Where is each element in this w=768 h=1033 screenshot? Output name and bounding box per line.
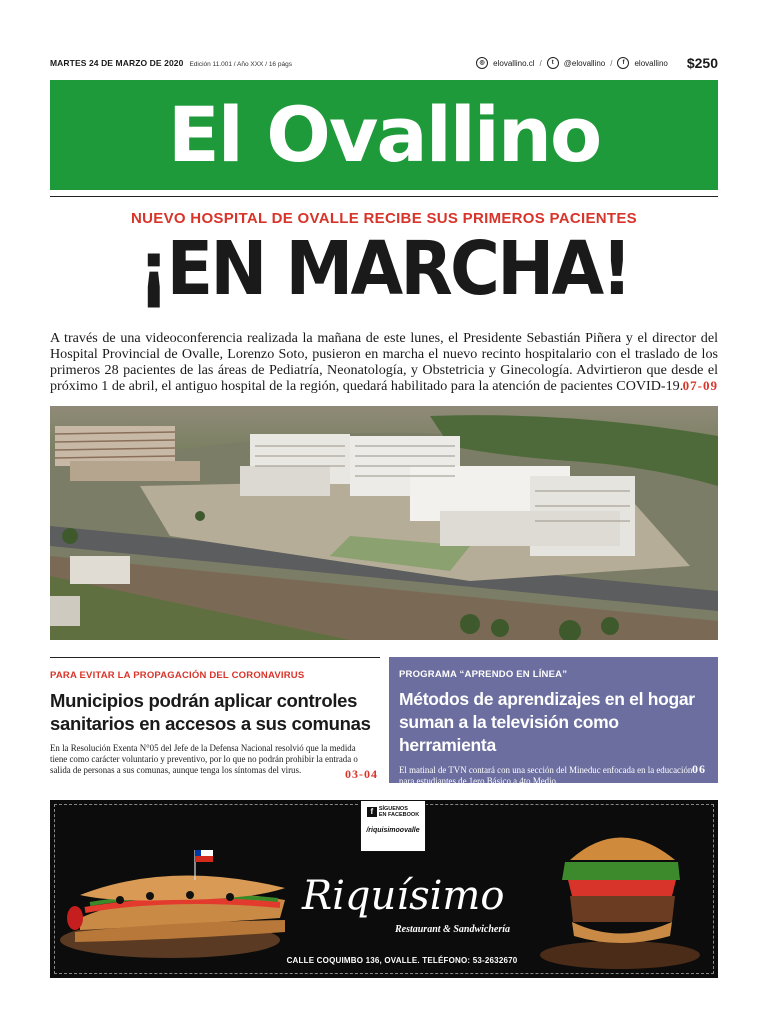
- main-story-kicker: NUEVO HOSPITAL DE OVALLE RECIBE SUS PRIMEROS PACIENTES: [131, 210, 637, 227]
- cover-price: $250: [686, 55, 718, 71]
- ad-brand-name: Riquísimo: [302, 873, 505, 919]
- ad-brand-subtitle: Restaurant & Sandwichería: [394, 924, 510, 935]
- newspaper-title: El Ovallino: [167, 90, 601, 179]
- website-link[interactable]: elovallino.cl: [493, 58, 535, 68]
- edition-info: Edición 11.001 / Año XXX / 16 págs: [189, 61, 292, 68]
- web-icon: ◎: [476, 57, 488, 69]
- story-left-page-ref[interactable]: 03-04: [345, 767, 378, 781]
- story-right-page-ref[interactable]: 06: [692, 762, 706, 776]
- social-links: [476, 55, 718, 71]
- restaurant-ad[interactable]: [50, 800, 718, 978]
- masthead: [50, 80, 718, 190]
- story-right-title[interactable]: Métodos de aprendizajes en el hogar suman a la televisión como herramienta: [399, 689, 695, 755]
- top-info-bar: [50, 54, 718, 72]
- follow-line2: EN FACEBOOK: [378, 811, 420, 818]
- divider: [50, 196, 718, 197]
- twitter-link[interactable]: @elovallino: [563, 58, 606, 68]
- story-left: [50, 657, 380, 784]
- separator: /: [610, 58, 613, 68]
- facebook-link[interactable]: elovallino: [634, 58, 668, 68]
- facebook-handle: /riquisimoovalle: [366, 827, 420, 834]
- story-right-text: El matinal de TVN contará con una sección del Mineduc enfocada en la educación para estudiantes de 1ero Básico a 4to Medio.: [399, 765, 693, 786]
- ad-address: CALLE COQUIMBO 136, OVALLE. TELÉFONO: 53-2632670: [286, 956, 518, 965]
- main-headline: ¡EN MARCHA!: [138, 226, 630, 312]
- facebook-icon: f: [367, 807, 377, 817]
- story-left-text: En la Resolución Exenta N°05 del Jefe de la Defensa Nacional resolvió que la medida tiene como carácter voluntario y preventivo, por lo que no podrán prohibir la entrada o salida de personas a sus comunas, aunque tenga los síntomas del virus.: [50, 743, 358, 775]
- facebook-follow-box[interactable]: [360, 800, 426, 852]
- main-story-page-ref[interactable]: 07-09: [682, 378, 718, 393]
- issue-date: MARTES 24 DE MARZO DE 2020: [50, 58, 184, 68]
- twitter-icon: t: [547, 57, 559, 69]
- story-left-section: PARA EVITAR LA PROPAGACIÓN DEL CORONAVIRUS: [50, 670, 305, 681]
- follow-line1: SÍGUENOS: [378, 805, 408, 812]
- facebook-icon: f: [617, 57, 629, 69]
- hospital-aerial-photo: [50, 406, 718, 640]
- issue-info: [50, 58, 292, 68]
- story-right-section: PROGRAMA “APRENDO EN LÍNEA”: [399, 669, 568, 680]
- story-right: [389, 657, 718, 786]
- main-story-lead: A través de una videoconferencia realizada la mañana de este lunes, el Presidente Sebastián Piñera y el director del Hospital Provincial de Ovalle, Lorenzo Soto, pusieron en marcha el nuevo recinto hospitalario con el traslado de los primeros 28 pacientes de las áreas de Pediatría, Neonatología, y Obstetricia y Ginecología. Advirtieron que desde el próximo 1 de abril, el antiguo hospital de la región, quedará habilitado para la atención de pacientes COVID-19.: [50, 330, 718, 394]
- story-left-title[interactable]: Municipios podrán aplicar controles sanitarios en accesos a sus comunas: [50, 690, 371, 734]
- separator: /: [539, 58, 542, 68]
